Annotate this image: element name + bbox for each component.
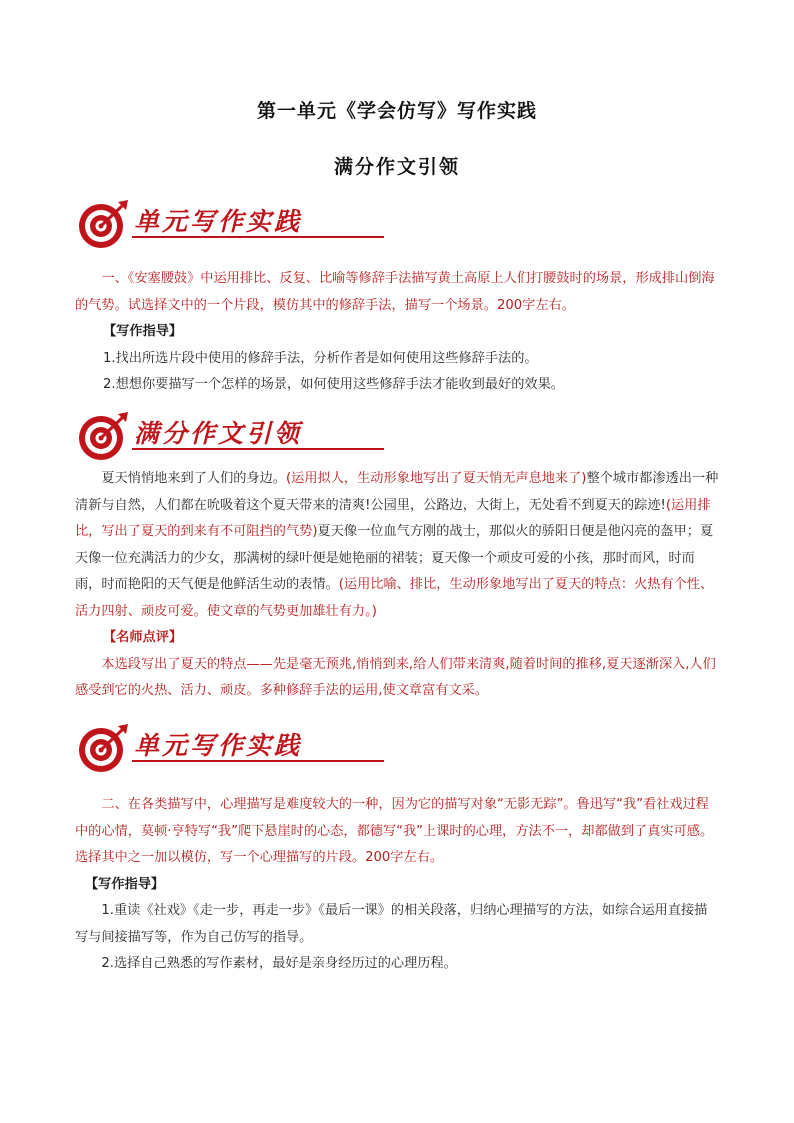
model-essay-body [75, 466, 720, 625]
banner-title: 单元写作实践 [134, 731, 303, 760]
banner-unit-practice [76, 198, 316, 250]
banner-title: 满分作文引领 [134, 419, 303, 448]
essay-note: (运用比喻、排比，生动形象地写出了夏天的特点：火热有个性、活力四射、顽皮可爱。使文章的气势更加雄壮有力。) [75, 577, 714, 619]
banner-underline [132, 448, 384, 450]
section-1-guide-label: 【写作指导】 [103, 324, 183, 339]
section-1 [75, 266, 720, 399]
banner-unit-practice-2 [76, 722, 316, 774]
critic-text: 本选段写出了夏天的特点——先是毫无预兆,悄悄到来,给人们带来清爽,随着时间的推移,夏天逐渐深入,人们感受到它的火热、活力、顽皮。多种修辞手法的运用,使文章富有文采。 [75, 656, 716, 698]
section-1-task: 一、《安塞腰鼓》中运用排比、反复、比喻等修辞手法描写黄土高原上人们打腰鼓时的场景，形成排山倒海的气势。试选择文中的一个片段，模仿其中的修辞手法，描写一个场景。200字左右。 [75, 271, 715, 313]
essay-text: 整个城市都渗透出一种清新与自然，人们都在吮吸着这个夏天带来的清爽!公园里，公路边，大街上，无处看不到夏天的踪迹! [75, 471, 719, 513]
section-2-guide-item: 1.重读《社戏》《走一步，再走一步》《最后一课》的相关段落，归纳心理描写的方法，如综合运用直接描写与间接描写等，作为自己仿写的指导。 [75, 903, 708, 945]
essay-note: (运用排比，写出了夏天的到来有不可阻挡的气势) [75, 497, 711, 539]
section-2 [75, 792, 720, 978]
banner-underline [132, 760, 384, 762]
essay-note: (运用拟人，生动形象地写出了夏天悄无声息地来了) [286, 471, 587, 486]
critic-label: 【名师点评】 [103, 630, 183, 645]
model-essay [75, 466, 720, 705]
section-2-task: 二、在各类描写中，心理描写是难度较大的一种，因为它的描写对象“无影无踪”。鲁迅写“我”看社戏过程中的心情，莫顿·亨特写“我”爬下悬崖时的心态，都德写“我”上课时的心理，方法不一，却都做到了真实可感。选择其中之一加以模仿，写一个心理描写的片段。200字左右。 [75, 797, 714, 865]
section-1-guide-item: 2.想想你要描写一个怎样的场景，如何使用这些修辞手法才能收到最好的效果。 [103, 377, 564, 392]
essay-text: 夏天悄悄地来到了人们的身边。 [101, 471, 287, 486]
banner-underline [132, 236, 384, 238]
essay-text: 夏天像一位血气方刚的战士，那似火的骄阳日便是他闪亮的盔甲；夏天像一位充满活力的少女，那满树的绿叶便是她艳丽的裙装；夏天像一个顽皮可爱的小孩，那时而风，时而雨，时而艳阳的天气便是他鲜活生动的表情。 [75, 524, 714, 592]
document-title: 第一单元《学会仿写》写作实践 [256, 100, 537, 122]
target-icon [76, 722, 132, 774]
banner-model-essay [76, 410, 316, 462]
section-2-guide-item: 2.选择自己熟悉的写作素材，最好是亲身经历过的心理历程。 [101, 956, 457, 971]
target-icon [76, 410, 132, 462]
document-subtitle: 满分作文引领 [333, 156, 460, 178]
target-icon [76, 198, 132, 250]
banner-title: 单元写作实践 [134, 207, 303, 236]
section-1-guide-item: 1.找出所选片段中使用的修辞手法，分析作者是如何使用这些修辞手法的。 [103, 350, 538, 366]
section-2-guide-label: 【写作指导】 [85, 876, 165, 892]
